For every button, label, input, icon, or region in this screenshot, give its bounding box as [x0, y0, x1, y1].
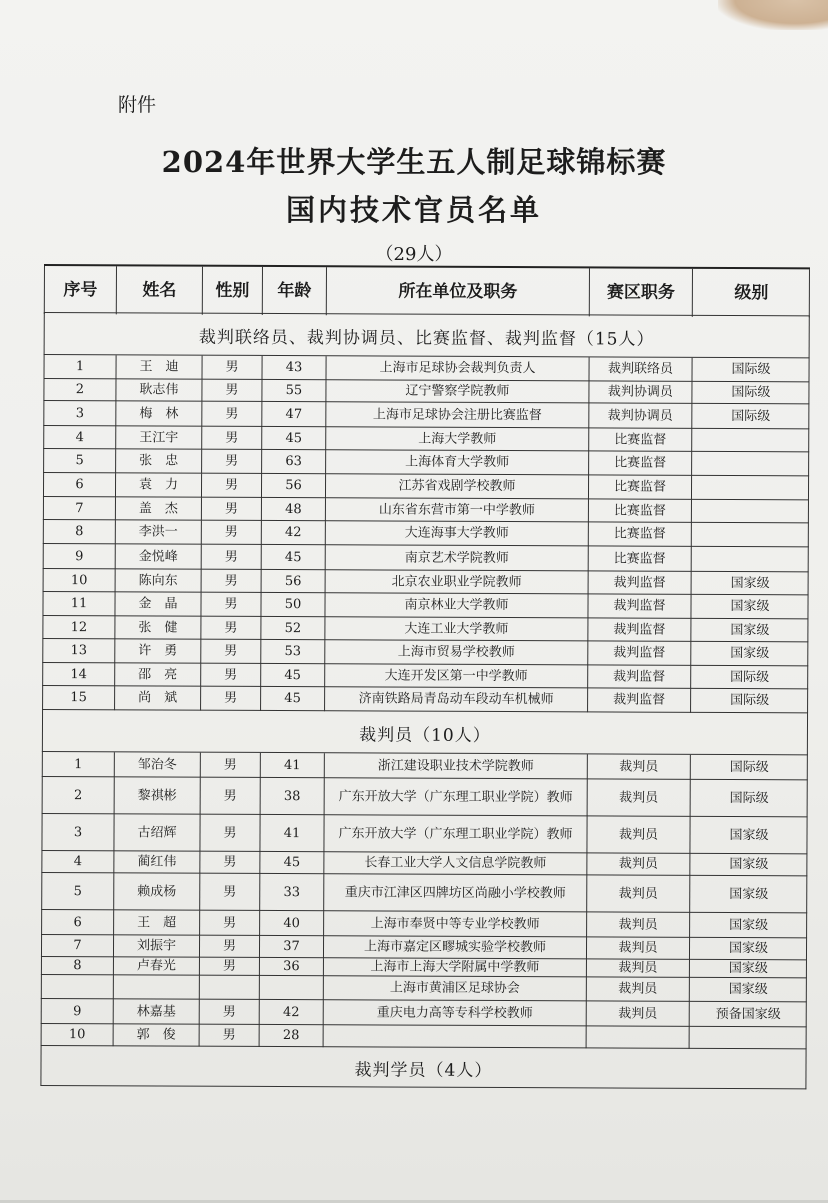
- cell-age: 43: [261, 356, 325, 380]
- cell-gender: 男: [199, 958, 259, 976]
- cell-serial-no: 9: [41, 999, 113, 1024]
- cell-organization: 江苏省戏剧学校教师: [325, 474, 588, 499]
- cell-organization: 浙江建设职业技术学院教师: [324, 753, 587, 779]
- cell-level: [691, 476, 809, 501]
- cell-age: 36: [259, 958, 323, 976]
- cell-level: 国际级: [690, 755, 808, 781]
- officials-table: [40, 264, 810, 1203]
- cell-gender: 男: [199, 936, 259, 958]
- cell-organization: 大连工业大学教师: [324, 617, 587, 641]
- cell-serial-no: 10: [41, 1024, 113, 1046]
- cell-gender: 男: [201, 356, 261, 380]
- cell-age: 56: [261, 474, 325, 498]
- cell-organization: 广东开放大学（广东理工职业学院）教师: [324, 778, 587, 816]
- cell-age: 45: [260, 664, 324, 687]
- cell-gender: 男: [200, 640, 260, 664]
- cell-organization: 重庆电力高等专科学校教师: [323, 1000, 586, 1026]
- cell-age: 45: [259, 852, 323, 874]
- cell-serial-no: 5: [43, 449, 115, 473]
- cell-level: [691, 500, 809, 524]
- cell-name: 卢春光: [113, 957, 199, 975]
- cell-gender: 男: [200, 753, 260, 778]
- cell-role: 裁判联络员: [588, 357, 691, 381]
- cell-organization: [323, 1025, 586, 1048]
- cell-serial-no: 7: [43, 497, 115, 520]
- cell-role: 裁判员: [586, 912, 689, 937]
- cell-gender: 男: [200, 778, 260, 815]
- cell-organization: 大连海事大学教师: [325, 521, 588, 546]
- header-organization: 所在单位及职务: [326, 267, 589, 316]
- cell-serial-no: 1: [42, 752, 114, 777]
- section-title: 裁判员（10人）: [359, 724, 491, 746]
- cell-organization: 辽宁警察学院教师: [325, 380, 588, 403]
- cell-name: 古绍辉: [113, 814, 199, 851]
- cell-organization: 上海市嘉定区疁城实验学校教师: [323, 936, 586, 959]
- cell-serial-no: 13: [42, 639, 114, 663]
- section-header-row: [44, 312, 810, 358]
- cell-gender: 男: [201, 427, 261, 450]
- cell-level: 国际级: [690, 780, 808, 818]
- cell-name: 蔺红伟: [113, 851, 199, 873]
- header-level: 级别: [692, 269, 810, 318]
- cell-role: 裁判员: [586, 959, 689, 977]
- cell-role: 裁判监督: [587, 688, 690, 712]
- cell-name: 张 健: [114, 616, 200, 639]
- cell-role: 裁判员: [587, 779, 690, 816]
- cell-age: 45: [261, 545, 325, 570]
- cell-name: 梅 林: [115, 401, 201, 426]
- cell-serial-no: 7: [41, 935, 113, 957]
- cell-age: 42: [259, 1000, 323, 1025]
- cell-age: 56: [261, 570, 325, 593]
- cell-serial-no: 14: [42, 663, 114, 686]
- cell-name: 王 迪: [115, 355, 201, 379]
- cell-age: 41: [260, 753, 324, 778]
- cell-name: 邵 亮: [114, 663, 200, 686]
- cell-serial-no: 10: [43, 569, 115, 592]
- cell-gender: 男: [199, 852, 259, 874]
- section-header-row: [40, 1045, 806, 1089]
- cell-role: 裁判监督: [587, 594, 690, 618]
- cell-level: 国际级: [691, 404, 809, 430]
- cell-level: 国家级: [690, 642, 808, 667]
- cell-role: 裁判员: [586, 937, 689, 959]
- header-age: 年龄: [262, 267, 326, 315]
- cell-gender: 男: [199, 815, 259, 852]
- cell-organization: 上海市黄浦区足球协会: [323, 976, 586, 1001]
- cell-level: 国家级: [691, 572, 809, 596]
- cell-serial-no: 5: [41, 873, 113, 910]
- cell-gender: 男: [199, 874, 259, 911]
- cell-gender: 男: [201, 570, 261, 593]
- cell-name: 尚 斌: [114, 686, 200, 710]
- cell-role: 比赛监督: [588, 428, 691, 451]
- cell-gender: 男: [200, 617, 260, 640]
- cell-level: 国家级: [689, 938, 807, 961]
- cell-gender: 男: [201, 402, 261, 427]
- cell-role: 裁判员: [586, 853, 689, 875]
- cell-serial-no: 2: [42, 777, 114, 814]
- cell-age: 40: [259, 911, 323, 936]
- cell-name: 张 忠: [115, 449, 201, 473]
- cell-organization: 南京林业大学教师: [324, 593, 587, 618]
- cell-level: [691, 429, 809, 453]
- table-row: [42, 776, 808, 817]
- cell-age: 45: [261, 427, 325, 450]
- cell-organization: 上海体育大学教师: [325, 450, 588, 475]
- cell-role: 比赛监督: [588, 522, 691, 546]
- cell-role: 裁判监督: [588, 571, 691, 594]
- cell-age: 42: [261, 521, 325, 545]
- cell-role: 裁判员: [586, 1001, 689, 1026]
- cell-level: 国际级: [690, 689, 808, 714]
- cell-name: 耿志伟: [115, 379, 201, 401]
- cell-role: 比赛监督: [588, 546, 691, 571]
- cell-name: 李洪一: [115, 520, 201, 544]
- cell-organization: 大连开发区第一中学教师: [324, 664, 587, 688]
- finger-shadow: [718, 0, 828, 30]
- cell-level: 国家级: [689, 876, 807, 914]
- cell-serial-no: 4: [43, 426, 115, 449]
- cell-gender: 男: [199, 1025, 259, 1047]
- cell-level: 国际级: [691, 382, 809, 405]
- cell-name: 林嘉基: [113, 999, 199, 1024]
- cell-age: 28: [259, 1025, 323, 1047]
- cell-age: 45: [260, 687, 324, 711]
- cell-serial-no: 9: [43, 544, 115, 569]
- cell-role: 裁判员: [586, 875, 689, 912]
- section-header-row: [42, 709, 808, 755]
- cell-organization: 重庆市江津区四牌坊区尚融小学校教师: [323, 874, 586, 912]
- cell-gender: 男: [200, 593, 260, 617]
- cell-age: 55: [261, 380, 325, 402]
- cell-age: 38: [260, 778, 324, 815]
- cell-level: 国际级: [690, 666, 808, 690]
- cell-name: 陈向东: [115, 569, 201, 592]
- cell-gender: 男: [201, 521, 261, 545]
- cell-name: 郭 俊: [113, 1024, 199, 1046]
- cell-name: 王 超: [113, 910, 199, 935]
- cell-role: 裁判监督: [587, 665, 690, 688]
- cell-organization: 山东省东营市第一中学教师: [325, 498, 588, 522]
- cell-organization: 济南铁路局青岛动车段动车机械师: [324, 687, 587, 712]
- section-title: 裁判学员（4人）: [354, 1059, 493, 1081]
- cell-organization: 上海市上海大学附属中学教师: [323, 958, 586, 977]
- table-header-row: [44, 264, 810, 317]
- cell-level: 国家级: [689, 854, 807, 877]
- document-subtitle: 国内技术官员名单: [285, 193, 542, 227]
- cell-age: 41: [259, 815, 323, 852]
- cell-name: 金悦峰: [115, 544, 201, 569]
- cell-role: [586, 1026, 689, 1048]
- cell-level: 国家级: [689, 978, 807, 1003]
- cell-age: 33: [259, 874, 323, 911]
- header-name: 姓名: [116, 266, 202, 314]
- cell-level: 国家级: [690, 595, 808, 620]
- cell-serial-no: 4: [41, 851, 113, 873]
- cell-serial-no: 3: [41, 814, 113, 851]
- cell-serial-no: 8: [43, 520, 115, 544]
- cell-name: 盖 杰: [115, 497, 201, 520]
- cell-name: 黎祺彬: [114, 777, 200, 814]
- cell-organization: 上海市足球协会裁判负责人: [325, 356, 588, 381]
- cell-role: 裁判监督: [587, 641, 690, 665]
- cell-organization: 广东开放大学（广东理工职业学院）教师: [323, 815, 586, 853]
- cell-name: 许 勇: [114, 639, 200, 663]
- cell-age: 63: [261, 450, 325, 474]
- cell-gender: 男: [201, 498, 261, 521]
- cell-role: 裁判监督: [587, 618, 690, 641]
- header-role: 赛区职务: [589, 268, 692, 316]
- cell-level: [689, 1027, 807, 1050]
- cell-serial-no: 12: [42, 616, 114, 639]
- header-gender: 性别: [202, 267, 262, 315]
- cell-age: [259, 976, 323, 1000]
- attachment-label: 附件: [118, 94, 157, 116]
- cell-name: [113, 975, 199, 999]
- cell-organization: 北京农业职业学院教师: [325, 570, 588, 594]
- cell-role: 裁判协调员: [588, 403, 691, 428]
- table-row: [41, 872, 807, 913]
- cell-name: 金 晶: [114, 592, 200, 616]
- cell-serial-no: 2: [43, 379, 115, 401]
- cell-name: 赖成杨: [113, 873, 199, 910]
- cell-level: 国家级: [690, 619, 808, 643]
- cell-age: 50: [260, 593, 324, 617]
- cell-level: [691, 547, 809, 573]
- cell-gender: 男: [200, 664, 260, 687]
- cell-role: 裁判协调员: [588, 381, 691, 403]
- cell-organization: 上海市足球协会注册比赛监督: [325, 402, 588, 428]
- total-count: （29人）: [375, 244, 453, 265]
- section-title: 裁判联络员、裁判协调员、比赛监督、裁判监督（15人）: [198, 327, 655, 350]
- cell-level: 国际级: [691, 358, 809, 383]
- cell-role: 比赛监督: [588, 451, 691, 475]
- cell-organization: 长春工业大学人文信息学院教师: [323, 852, 586, 875]
- cell-serial-no: [41, 975, 113, 999]
- cell-age: 47: [261, 402, 325, 427]
- cell-organization: 南京艺术学院教师: [325, 545, 588, 571]
- cell-name: 袁 力: [115, 473, 201, 497]
- cell-serial-no: 11: [42, 592, 114, 616]
- cell-age: 48: [261, 498, 325, 521]
- cell-serial-no: 15: [42, 686, 114, 710]
- cell-role: 比赛监督: [588, 499, 691, 522]
- table-row: [41, 813, 807, 854]
- cell-gender: 男: [199, 1000, 259, 1025]
- cell-serial-no: 3: [43, 401, 115, 426]
- document-title: 2024年世界大学生五人制足球锦标赛: [161, 145, 667, 179]
- cell-level: 国家级: [689, 960, 807, 979]
- cell-organization: 上海市奉贤中等专业学校教师: [323, 911, 586, 937]
- cell-serial-no: 8: [41, 957, 113, 975]
- cell-age: 52: [260, 617, 324, 640]
- cell-gender: 男: [201, 380, 261, 402]
- cell-level: 预备国家级: [689, 1002, 807, 1028]
- cell-level: [691, 452, 809, 477]
- cell-age: 37: [259, 936, 323, 958]
- cell-serial-no: 6: [43, 473, 115, 497]
- cell-role: 比赛监督: [588, 475, 691, 499]
- cell-serial-no: 6: [41, 910, 113, 935]
- cell-gender: 男: [200, 687, 260, 711]
- cell-name: 邹治冬: [114, 752, 200, 777]
- cell-role: 裁判员: [586, 977, 689, 1001]
- cell-organization: 上海市贸易学校教师: [324, 640, 587, 665]
- cell-level: 国家级: [689, 913, 807, 939]
- cell-role: 裁判员: [586, 816, 689, 853]
- cell-role: 裁判员: [587, 754, 690, 779]
- cell-organization: 上海大学教师: [325, 427, 588, 451]
- cell-serial-no: 1: [43, 355, 115, 379]
- cell-gender: 男: [201, 545, 261, 570]
- header-serial-no: 序号: [44, 266, 116, 314]
- cell-name: 王江宇: [115, 426, 201, 449]
- cell-gender: [199, 976, 259, 1000]
- cell-gender: 男: [201, 450, 261, 474]
- cell-gender: 男: [201, 474, 261, 498]
- cell-gender: 男: [199, 911, 259, 936]
- cell-level: [691, 523, 809, 548]
- cell-name: 刘振宇: [113, 935, 199, 957]
- cell-age: 53: [260, 640, 324, 664]
- cell-level: 国家级: [689, 817, 807, 855]
